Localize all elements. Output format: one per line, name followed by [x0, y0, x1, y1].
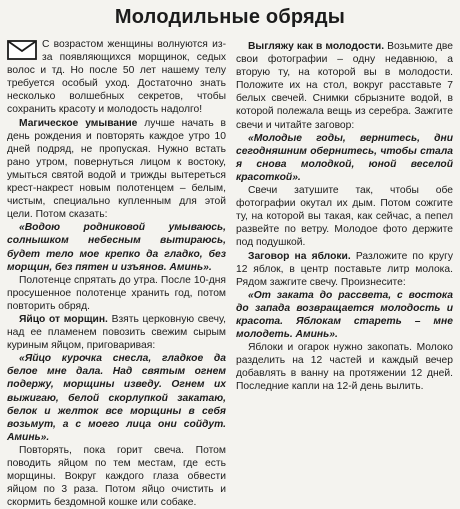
section-magic-wash	[7, 117, 226, 222]
spell-text: «Водою родниковой умываюсь, солнышком небесным вытираюсь, будет тело мое крепко да гладко, без морщин, без пятен и изъянов. Аминь».	[7, 222, 226, 273]
section-text: Разложите по кругу 12 яблок, в центр поставьте литр молока. Рядом зажгите свечу. Произнесите:	[236, 250, 454, 288]
paragraph-text: Полотенце спрятать до утра. После 10-дня просушенное полотенце хранить год, потом повторить обряд.	[7, 274, 226, 312]
section-paragraph	[236, 184, 453, 249]
section-heading: Магическое умывание	[19, 117, 138, 129]
spell-quote	[7, 221, 226, 273]
paragraph-text: Повторять, пока горит свеча. Потом поводить яйцом по тем местам, где есть морщины. Вокруг каждого глаза обвести яйцом по 3 раза. Потом яйцо очистить и скормить бездомной кошке или собаке.	[7, 444, 226, 509]
spell-quote	[7, 352, 226, 444]
section-heading: Яйцо от морщин.	[19, 313, 108, 325]
page-fade-overlay	[236, 452, 456, 479]
section-paragraph	[7, 444, 226, 509]
spell-quote	[236, 289, 453, 341]
section-photos	[236, 40, 453, 132]
section-egg	[7, 313, 226, 352]
spell-text: «Яйцо курочка снесла, гладкое да белое мне дала. Над святым огнем подержу, морщины изведу. Огнем их выжигаю, белой скорлупкой закатаю, белок и желток все морщины в себя возьмут, а с моего лица они сойдут. Аминь».	[7, 353, 226, 443]
article-title: Молодильные обряды	[114, 6, 346, 28]
section-paragraph	[7, 274, 226, 313]
section-heading: Заговор на яблоки.	[248, 250, 351, 262]
paragraph-text: Яблоки и огарок нужно закопать. Молоко разделить на 12 частей и каждый вечер добавлять в ванну на протяжении 12 дней. Последние капли на 12-й день вылить.	[236, 342, 453, 393]
section-text: лучше начать в день рождения и повторять каждое утро 10 дней подряд, не пропуская. Нужно встать рано утром, повернуться лицом к востоку, умыться святой водой и трижды вытереться крест-накрест новым полотенцем – белым, чистым, специально купленным для этой цели. Потом сказать:	[7, 117, 226, 221]
article-column-left	[7, 38, 226, 509]
section-paragraph	[236, 341, 453, 393]
section-heading: Выгляжу как в молодости.	[248, 41, 385, 52]
spell-text: «От заката до рассвета, с востока до запада возвращается молодость и красота. Яблокам стареть – мне молодеть. Аминь».	[236, 289, 453, 341]
intro-text: С возрастом женщины волнуются из-за появляющихся морщинок, седых волос и тд. Но после 50 лет нашему телу требуется особый уход. Достаточно знать несколько волшебных секретов, чтобы сохранить красоту и молодость надолго!	[7, 39, 226, 116]
section-text: Возьмите две свои фотографии – одну недавнюю, а вторую ту, на которой вы в молодости. Положите их на стол, вокруг расставьте 7 белых свечей. Снимки сбрызните водой, в которой полежала вещь из серебра. Зажгите свечи и читайте заговор:	[236, 41, 453, 131]
section-apples	[236, 250, 453, 289]
paragraph-text: Свечи затушите так, чтобы обе фотографии окутал их дым. Потом сожгите ту, на которой вы такая, как сейчас, а пепел развейте по ветру. Молодое фото держите под подушкой.	[236, 185, 453, 249]
section-text: Взять церковную свечу, над ее пламенем повозить свежим сырым куриным яйцом, приговаривая:	[7, 313, 226, 352]
article-column-right	[236, 40, 453, 394]
spell-text: «Молодые годы, вернитесь, дни сегодняшним обернитесь, чтобы стала я снова молодкой, юной веселой красоткой».	[236, 132, 453, 183]
intro-paragraph	[7, 38, 226, 117]
spell-quote	[236, 132, 453, 184]
envelope-icon	[7, 40, 37, 60]
